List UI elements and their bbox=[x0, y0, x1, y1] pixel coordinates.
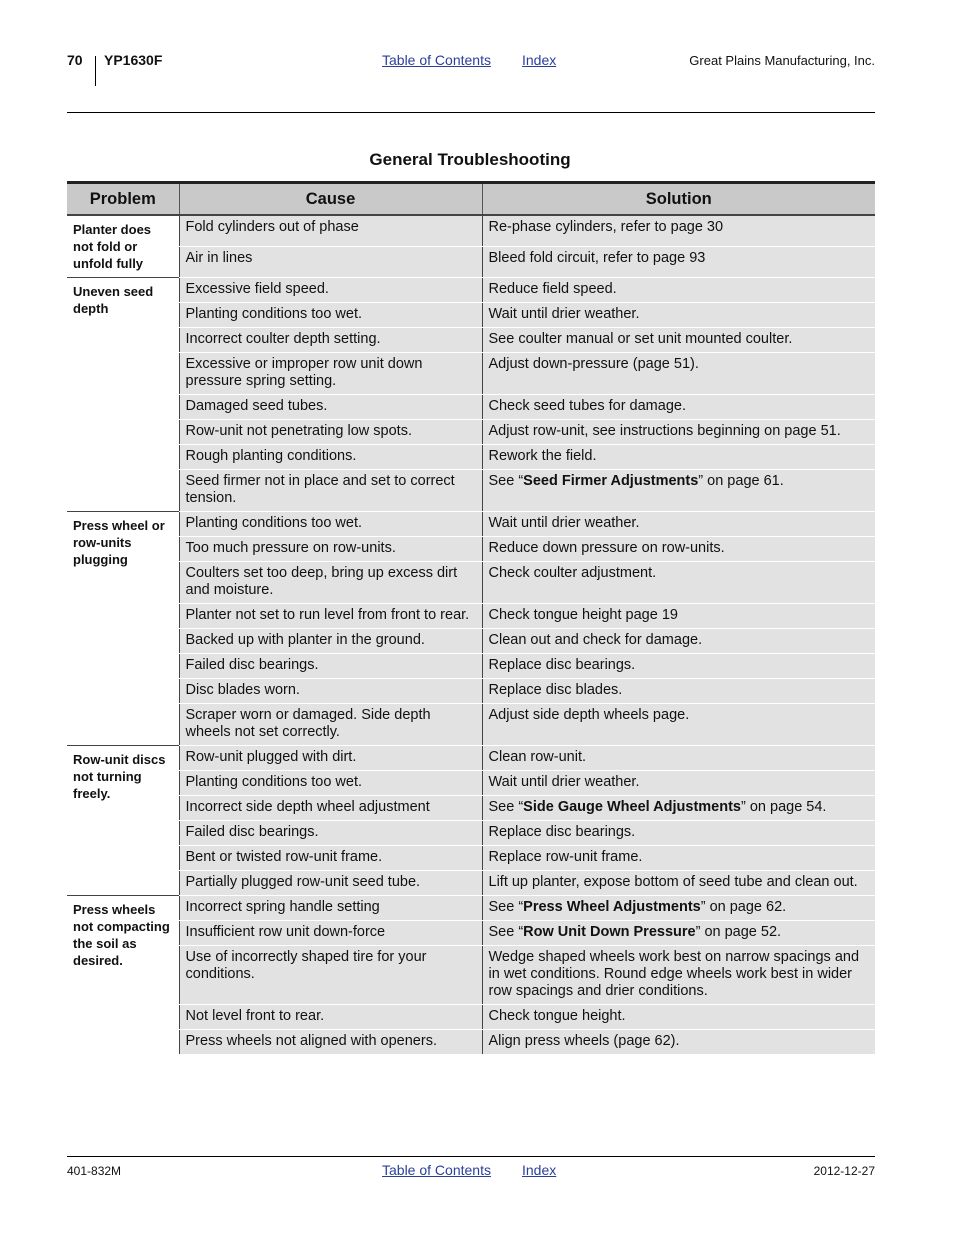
cross-reference-title: Row Unit Down Pressure bbox=[523, 924, 696, 940]
solution-cell bbox=[482, 871, 875, 896]
solution-cell bbox=[482, 846, 875, 871]
footer-toc-link[interactable]: Table of Contents bbox=[382, 1162, 491, 1178]
solution-text: Re-phase cylinders, refer to page 30 bbox=[488, 219, 724, 235]
cause-cell: Bent or twisted row-unit frame. bbox=[179, 846, 482, 871]
table-row bbox=[67, 537, 875, 562]
table-row bbox=[67, 303, 875, 328]
solution-cell bbox=[482, 796, 875, 821]
table-row bbox=[67, 1005, 875, 1030]
cause-cell: Incorrect spring handle setting bbox=[179, 896, 482, 921]
table-row bbox=[67, 247, 875, 278]
table-row bbox=[67, 604, 875, 629]
table-row bbox=[67, 562, 875, 604]
solution-cell bbox=[482, 328, 875, 353]
solution-cell bbox=[482, 247, 875, 278]
column-header-problem: Problem bbox=[67, 183, 179, 216]
solution-cell bbox=[482, 821, 875, 846]
cause-cell: Excessive field speed. bbox=[179, 278, 482, 303]
problem-cell: Press wheels not compacting the soil as desired. bbox=[67, 896, 179, 1055]
cause-cell: Incorrect coulter depth setting. bbox=[179, 328, 482, 353]
solution-text: ” on page 61. bbox=[698, 473, 784, 489]
table-header-row bbox=[67, 183, 875, 216]
header-divider bbox=[95, 56, 96, 86]
solution-cell bbox=[482, 470, 875, 512]
cross-reference-title: Seed Firmer Adjustments bbox=[523, 473, 699, 489]
solution-cell bbox=[482, 303, 875, 328]
page-header bbox=[0, 52, 954, 92]
solution-text: ” on page 54. bbox=[740, 799, 827, 815]
cause-cell: Planting conditions too wet. bbox=[179, 303, 482, 328]
revision-date: 2012-12-27 bbox=[813, 1164, 875, 1178]
footer-index-link[interactable]: Index bbox=[522, 1162, 557, 1178]
solution-text: Check seed tubes for damage. bbox=[488, 398, 686, 414]
solution-text: Lift up planter, expose bottom of seed tube and clean out. bbox=[488, 874, 858, 890]
table-row bbox=[67, 420, 875, 445]
solution-text: See “ bbox=[488, 899, 524, 915]
table-row bbox=[67, 679, 875, 704]
solution-cell bbox=[482, 896, 875, 921]
solution-text: See “ bbox=[488, 799, 524, 815]
problem-cell: Row-unit discs not turning freely. bbox=[67, 746, 179, 896]
solution-text: Replace row-unit frame. bbox=[488, 849, 643, 865]
solution-text: Clean out and check for damage. bbox=[488, 632, 703, 648]
solution-text: Wait until drier weather. bbox=[488, 306, 640, 322]
company-name: Great Plains Manufacturing, Inc. bbox=[689, 53, 875, 68]
table-row bbox=[67, 445, 875, 470]
cause-cell: Row-unit not penetrating low spots. bbox=[179, 420, 482, 445]
cause-cell: Failed disc bearings. bbox=[179, 821, 482, 846]
table-row bbox=[67, 896, 875, 921]
cross-reference-title: Side Gauge Wheel Adjustments bbox=[523, 799, 741, 815]
table-row bbox=[67, 796, 875, 821]
page-title: General Troubleshooting bbox=[369, 150, 571, 169]
table-row bbox=[67, 395, 875, 420]
cause-cell: Use of incorrectly shaped tire for your conditions. bbox=[179, 946, 482, 1005]
solution-text: Adjust down-pressure (page 51). bbox=[488, 356, 699, 372]
column-header-cause: Cause bbox=[179, 183, 482, 216]
solution-cell bbox=[482, 353, 875, 395]
solution-cell bbox=[482, 704, 875, 746]
table-row bbox=[67, 921, 875, 946]
solution-text: Check coulter adjustment. bbox=[488, 565, 657, 581]
table-row bbox=[67, 470, 875, 512]
cause-cell: Planting conditions too wet. bbox=[179, 771, 482, 796]
solution-cell bbox=[482, 537, 875, 562]
solution-text: See “ bbox=[488, 473, 524, 489]
solution-text: Bleed fold circuit, refer to page 93 bbox=[488, 250, 706, 267]
header-rule bbox=[67, 112, 875, 113]
solution-cell bbox=[482, 562, 875, 604]
solution-text: Check tongue height. bbox=[488, 1008, 626, 1024]
solution-cell bbox=[482, 654, 875, 679]
problem-cell: Uneven seed depth bbox=[67, 278, 179, 512]
cause-cell: Planter not set to run level from front to rear. bbox=[179, 604, 482, 629]
solution-text: Wait until drier weather. bbox=[488, 774, 640, 790]
solution-text: See coulter manual or set unit mounted coulter. bbox=[488, 331, 793, 347]
solution-text: Check tongue height page 19 bbox=[488, 607, 678, 623]
cause-cell: Press wheels not aligned with openers. bbox=[179, 1030, 482, 1055]
solution-text: Adjust side depth wheels page. bbox=[488, 707, 690, 723]
solution-text: Wedge shaped wheels work best on narrow spacings and in wet conditions. Round edge wheels work best in wider row spacings and drier conditions. bbox=[488, 949, 860, 999]
solution-cell bbox=[482, 921, 875, 946]
solution-cell bbox=[482, 679, 875, 704]
table-row bbox=[67, 871, 875, 896]
table-row bbox=[67, 328, 875, 353]
cause-cell: Coulters set too deep, bring up excess dirt and moisture. bbox=[179, 562, 482, 604]
table-row bbox=[67, 946, 875, 1005]
solution-cell bbox=[482, 1005, 875, 1030]
page-number: 70 bbox=[67, 52, 83, 68]
solution-text: Replace disc bearings. bbox=[488, 824, 636, 840]
column-header-solution: Solution bbox=[482, 183, 875, 216]
table-row bbox=[67, 278, 875, 303]
solution-text: ” on page 52. bbox=[695, 924, 782, 940]
table-body bbox=[67, 215, 875, 1055]
cause-cell: Scraper worn or damaged. Side depth wheels not set correctly. bbox=[179, 704, 482, 746]
solution-text: Adjust row-unit, see instructions beginning on page 51. bbox=[488, 423, 841, 439]
solution-cell bbox=[482, 604, 875, 629]
problem-cell: Planter does not fold or unfold fully bbox=[67, 215, 179, 278]
table-row bbox=[67, 821, 875, 846]
cause-cell: Backed up with planter in the ground. bbox=[179, 629, 482, 654]
cause-cell: Insufficient row unit down-force bbox=[179, 921, 482, 946]
solution-text: Wait until drier weather. bbox=[488, 515, 640, 531]
solution-cell bbox=[482, 215, 875, 247]
solution-text: Replace disc bearings. bbox=[488, 657, 636, 673]
footer-rule bbox=[67, 1156, 875, 1157]
header-index-link[interactable]: Index bbox=[522, 52, 557, 68]
table-row bbox=[67, 629, 875, 654]
solution-text: Reduce down pressure on row-units. bbox=[488, 540, 725, 556]
table-row bbox=[67, 1030, 875, 1055]
table-row bbox=[67, 704, 875, 746]
solution-cell bbox=[482, 512, 875, 537]
table-row bbox=[67, 654, 875, 679]
cause-cell: Damaged seed tubes. bbox=[179, 395, 482, 420]
cause-cell: Disc blades worn. bbox=[179, 679, 482, 704]
table-row bbox=[67, 353, 875, 395]
cause-cell: Partially plugged row-unit seed tube. bbox=[179, 871, 482, 896]
solution-cell bbox=[482, 445, 875, 470]
document-code: 401-832M bbox=[67, 1164, 122, 1178]
solution-cell bbox=[482, 1030, 875, 1055]
cause-cell: Row-unit plugged with dirt. bbox=[179, 746, 482, 771]
cause-cell: Excessive or improper row unit down pressure spring setting. bbox=[179, 353, 482, 395]
solution-cell bbox=[482, 420, 875, 445]
cause-cell: Planting conditions too wet. bbox=[179, 512, 482, 537]
cause-cell: Not level front to rear. bbox=[179, 1005, 482, 1030]
solution-text: Clean row-unit. bbox=[488, 749, 587, 765]
table-row bbox=[67, 746, 875, 771]
header-toc-link[interactable]: Table of Contents bbox=[382, 52, 491, 68]
solution-text: Reduce field speed. bbox=[488, 281, 617, 297]
cause-cell: Incorrect side depth wheel adjustment bbox=[179, 796, 482, 821]
solution-cell bbox=[482, 278, 875, 303]
cause-cell: Air in lines bbox=[179, 247, 482, 278]
cause-cell: Seed firmer not in place and set to correct tension. bbox=[179, 470, 482, 512]
solution-cell bbox=[482, 946, 875, 1005]
solution-cell bbox=[482, 771, 875, 796]
cause-cell: Failed disc bearings. bbox=[179, 654, 482, 679]
cause-cell: Too much pressure on row-units. bbox=[179, 537, 482, 562]
cause-cell: Fold cylinders out of phase bbox=[179, 215, 482, 247]
solution-text: Rework the field. bbox=[488, 448, 597, 464]
table-row bbox=[67, 771, 875, 796]
solution-text: Align press wheels (page 62). bbox=[488, 1033, 680, 1049]
cause-cell: Rough planting conditions. bbox=[179, 445, 482, 470]
solution-cell bbox=[482, 629, 875, 654]
solution-cell bbox=[482, 395, 875, 420]
troubleshooting-table bbox=[67, 181, 875, 1055]
solution-text: Replace disc blades. bbox=[488, 682, 623, 698]
solution-text: ” on page 62. bbox=[700, 899, 787, 915]
cross-reference-title: Press Wheel Adjustments bbox=[523, 899, 701, 915]
solution-text: See “ bbox=[488, 924, 524, 940]
table-row bbox=[67, 215, 875, 247]
table-row bbox=[67, 512, 875, 537]
table-row bbox=[67, 846, 875, 871]
model-name: YP1630F bbox=[104, 52, 163, 68]
problem-cell: Press wheel or row-units plugging bbox=[67, 512, 179, 746]
solution-cell bbox=[482, 746, 875, 771]
